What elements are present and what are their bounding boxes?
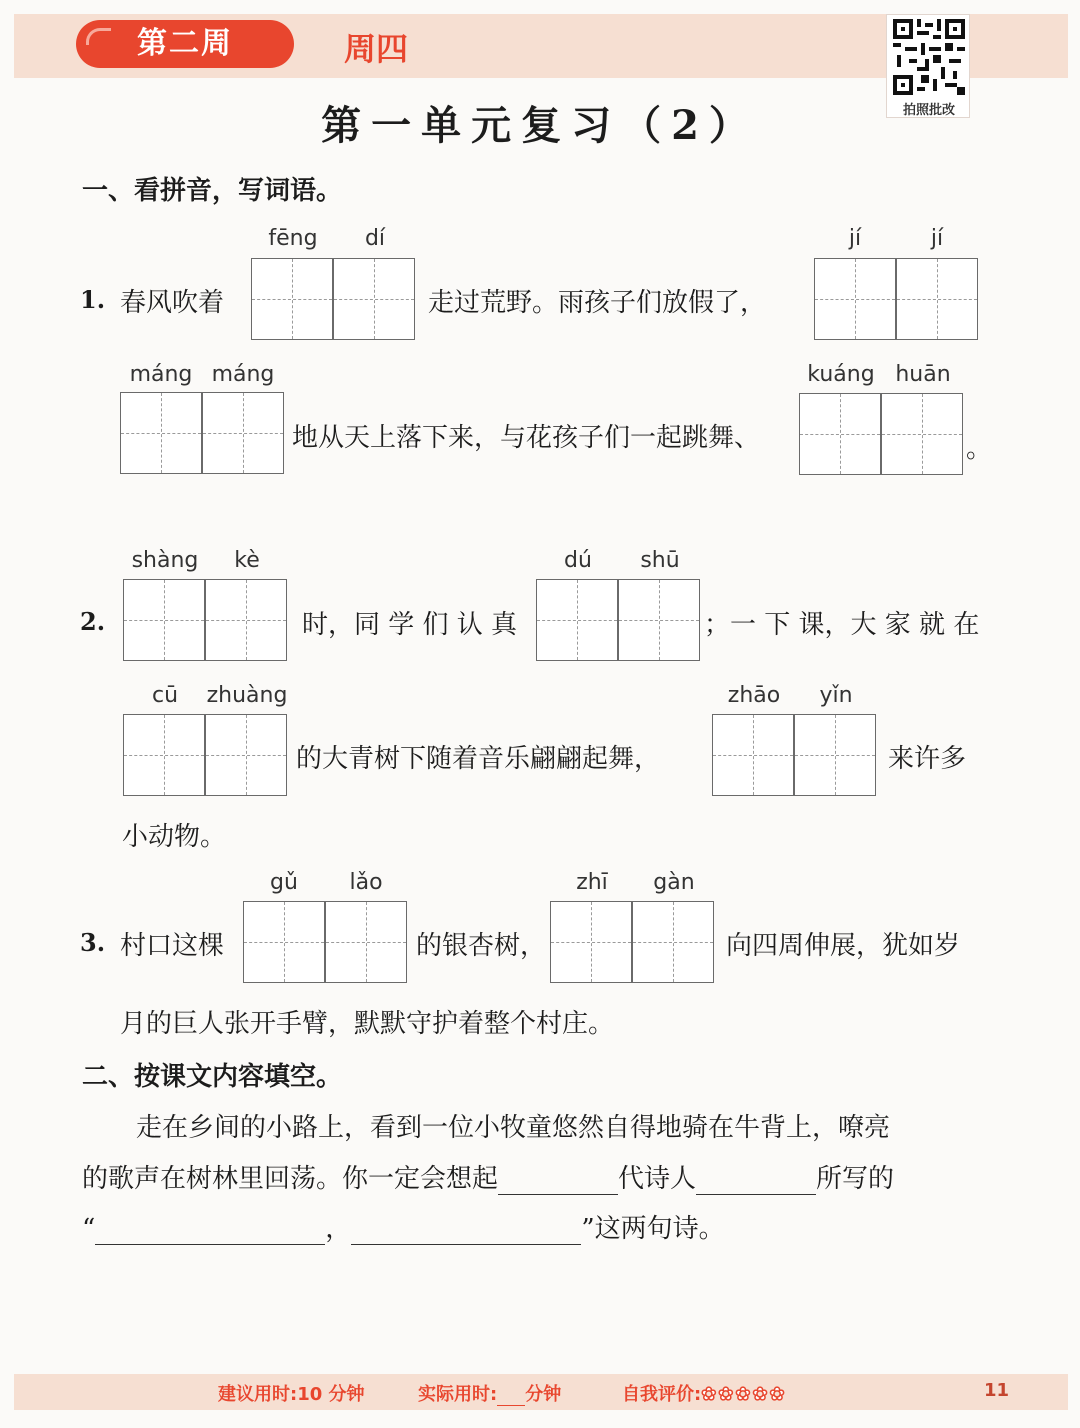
pinyin: dí xyxy=(364,226,386,251)
char-box[interactable] xyxy=(120,392,202,474)
char-box[interactable] xyxy=(536,579,618,661)
q1-text-d: 。 xyxy=(966,434,993,464)
pinyin: máng xyxy=(211,362,275,387)
char-box[interactable] xyxy=(881,393,963,475)
q3-text-b: 的银杏树， xyxy=(416,931,547,961)
qr-label: 拍照批改 xyxy=(902,103,955,118)
s2-line3-end: ”这两句诗。 xyxy=(581,1214,725,1244)
q2-text-b: ；一 下 课，大 家 就 在 xyxy=(704,610,980,640)
q3-text-d: 月的巨人张开手臂，默默守护着整个村庄。 xyxy=(120,1009,615,1039)
char-box[interactable] xyxy=(799,393,881,475)
self-eval xyxy=(622,1380,787,1406)
section-heading-1: 一、看拼音，写词语。 xyxy=(82,176,343,206)
pinyin: shàng xyxy=(131,548,199,573)
pinyin: jí xyxy=(848,226,862,251)
actual-time xyxy=(418,1380,561,1406)
s2-line1: 走在乡间的小路上，看到一位小牧童悠然自得地骑在牛背上，嘹亮 xyxy=(136,1113,891,1143)
char-box[interactable] xyxy=(251,258,333,340)
q1-text-c: 地从天上落下来，与花孩子们一起跳舞、 xyxy=(292,423,761,453)
char-box[interactable] xyxy=(325,901,407,983)
pinyin: dú xyxy=(564,548,592,573)
question-number-2: 2. xyxy=(80,607,106,636)
s2-line3-open: “ xyxy=(82,1214,96,1244)
qr-code-icon xyxy=(893,19,965,95)
s2-line2 xyxy=(82,1158,894,1195)
char-box[interactable] xyxy=(896,258,978,340)
pinyin: yǐn xyxy=(819,683,853,708)
q1-text-b: 走过荒野。雨孩子们放假了， xyxy=(428,288,767,318)
q2-text-e: 小动物。 xyxy=(122,822,227,852)
flower-rating-icon[interactable]: ✿✿✿✿✿ xyxy=(701,1384,787,1405)
s2-line3-comma: ， xyxy=(325,1214,352,1244)
pinyin: cū xyxy=(151,683,179,708)
pinyin: gàn xyxy=(653,870,695,895)
char-box[interactable] xyxy=(632,901,714,983)
pinyin: zhāo xyxy=(727,683,781,708)
pinyin: fēng xyxy=(268,226,318,251)
suggested-time: 建议用时:10 分钟 xyxy=(218,1384,365,1405)
answer-blank-poet[interactable] xyxy=(696,1166,816,1195)
char-box[interactable] xyxy=(243,901,325,983)
self-eval-label: 自我评价: xyxy=(622,1384,702,1405)
char-box[interactable] xyxy=(123,714,205,796)
page-number: 11 xyxy=(984,1380,1010,1401)
actual-time-unit: 分钟 xyxy=(525,1384,562,1405)
char-box[interactable] xyxy=(205,714,287,796)
char-box[interactable] xyxy=(814,258,896,340)
char-box[interactable] xyxy=(123,579,205,661)
actual-time-label: 实际用时: xyxy=(418,1384,498,1405)
footer-bar xyxy=(14,1374,1068,1410)
answer-blank-dynasty[interactable] xyxy=(498,1166,618,1195)
char-box[interactable] xyxy=(202,392,284,474)
actual-time-blank[interactable] xyxy=(497,1387,525,1406)
s2-line2-a: 的歌声在树林里回荡。你一定会想起 xyxy=(82,1164,499,1194)
pinyin: huān xyxy=(895,362,951,387)
pinyin: lǎo xyxy=(349,870,383,895)
pinyin: kè xyxy=(234,548,260,573)
q2-text-a: 时，同 学 们 认 真 xyxy=(302,610,518,640)
s2-line3 xyxy=(82,1208,725,1245)
q2-text-d: 来许多 xyxy=(888,744,967,774)
page-title: 第一单元复习（2） xyxy=(321,102,759,149)
q2-text-c: 的大青树下随着音乐翩翩起舞， xyxy=(296,744,661,774)
char-box[interactable] xyxy=(333,258,415,340)
pinyin: gǔ xyxy=(270,870,298,895)
answer-blank-verse-2[interactable] xyxy=(351,1216,581,1245)
section-heading-2: 二、按课文内容填空。 xyxy=(82,1062,343,1092)
s2-line2-b: 代诗人 xyxy=(618,1164,697,1194)
pinyin: zhī xyxy=(576,870,608,895)
s2-line2-c: 所写的 xyxy=(816,1164,895,1194)
pinyin: jí xyxy=(930,226,944,251)
char-box[interactable] xyxy=(205,579,287,661)
question-number-3: 3. xyxy=(80,928,106,957)
char-box[interactable] xyxy=(712,714,794,796)
char-box[interactable] xyxy=(794,714,876,796)
pinyin: shū xyxy=(640,548,680,573)
week-badge: 第二周 xyxy=(76,20,294,68)
char-box[interactable] xyxy=(618,579,700,661)
question-number-1: 1. xyxy=(80,285,106,314)
answer-blank-verse-1[interactable] xyxy=(95,1216,325,1245)
q3-text-c: 向四周伸展，犹如岁 xyxy=(726,931,961,961)
pinyin: máng xyxy=(129,362,193,387)
q1-text-a: 春风吹着 xyxy=(120,288,225,318)
pinyin: kuáng xyxy=(807,362,875,387)
q3-text-a: 村口这棵 xyxy=(120,931,225,961)
day-label: 周四 xyxy=(344,30,409,68)
pinyin: zhuàng xyxy=(206,683,288,708)
char-box[interactable] xyxy=(550,901,632,983)
